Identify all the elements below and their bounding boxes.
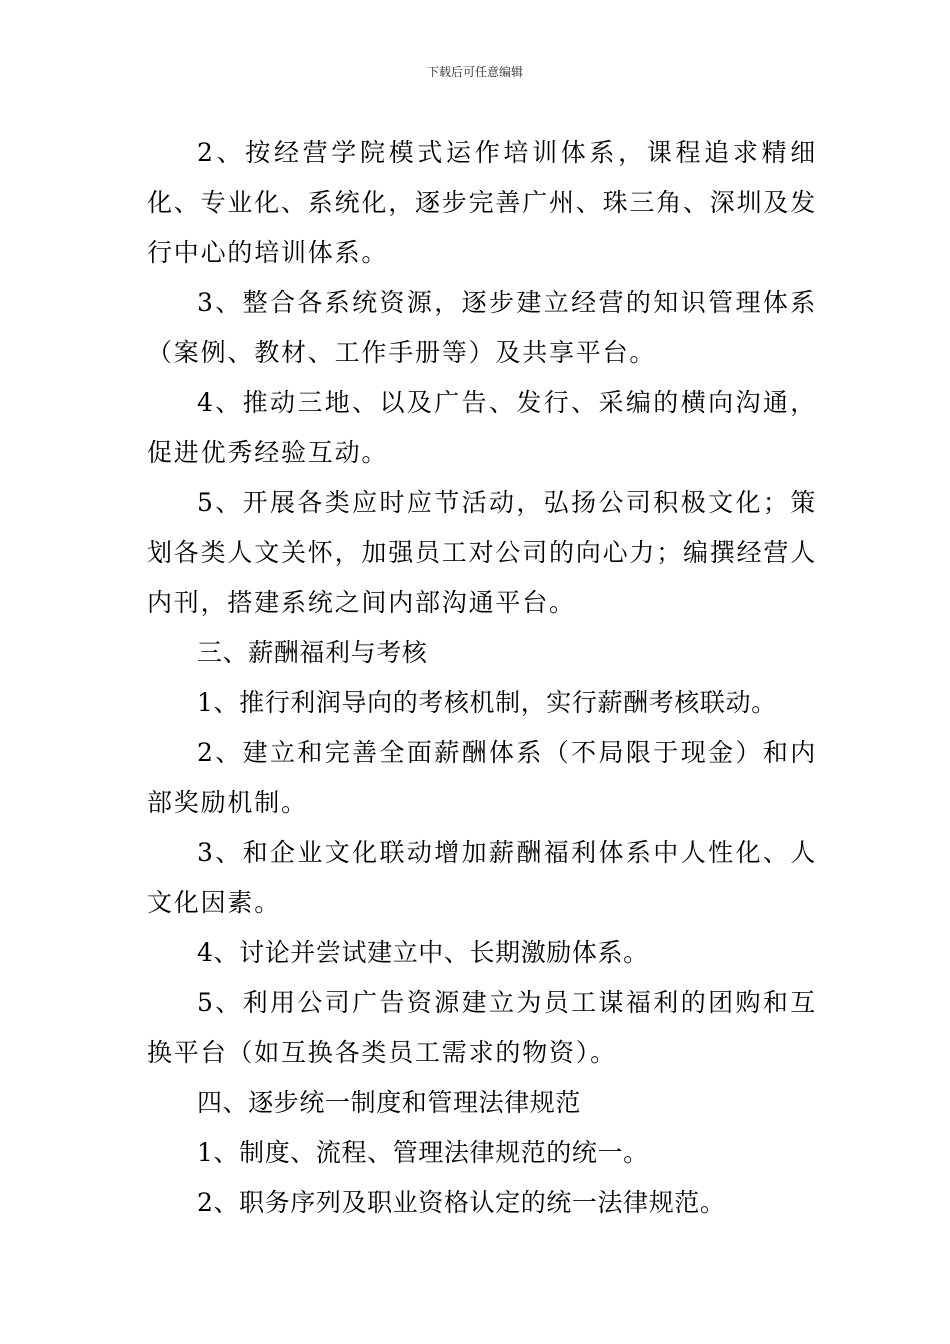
paragraph-long-term-incentive: 4、讨论并尝试建立中、长期激励体系。 — [197, 938, 649, 967]
paragraph-profit-assessment: 1、推行利润导向的考核机制，实行薪酬考核联动。 — [197, 688, 777, 717]
section-heading-regulations: 四、逐步统一制度和管理法律规范 — [197, 1088, 582, 1117]
paragraph-job-qualification: 2、职务序列及职业资格认定的统一法律规范。 — [197, 1188, 726, 1217]
paragraph-horizontal-communication: 4、推动三地、以及广告、发行、采编的横向沟通，促进优秀经验互动。 — [147, 388, 817, 467]
paragraph-humanized-benefits: 3、和企业文化联动增加薪酬福利体系中人性化、人文化因素。 — [147, 838, 817, 917]
paragraph-unified-process: 1、制度、流程、管理法律规范的统一。 — [197, 1138, 649, 1167]
section-heading-compensation: 三、薪酬福利与考核 — [197, 638, 428, 667]
paragraph-total-compensation: 2、建立和完善全面薪酬体系（不局限于现金）和内部奖励机制。 — [147, 738, 817, 817]
paragraph-group-purchase-platform: 5、利用公司广告资源建立为员工谋福利的团购和互换平台（如互换各类员工需求的物资）。 — [147, 988, 817, 1067]
page-header: 下载后可任意编辑 — [426, 65, 523, 79]
paragraph-training-system: 2、按经营学院模式运作培训体系，课程追求精细化、专业化、系统化，逐步完善广州、珠三角、深圳及发行中心的培训体系。 — [147, 138, 818, 267]
document-body — [147, 128, 817, 1228]
paragraph-knowledge-management: 3、整合各系统资源，逐步建立经营的知识管理体系（案例、教材、工作手册等）及共享平台。 — [147, 288, 817, 367]
paragraph-culture-activities: 5、开展各类应时应节活动，弘扬公司积极文化；策划各类人文关怀，加强员工对公司的向心力；编撰经营人内刊，搭建系统之间内部沟通平台。 — [147, 488, 818, 617]
